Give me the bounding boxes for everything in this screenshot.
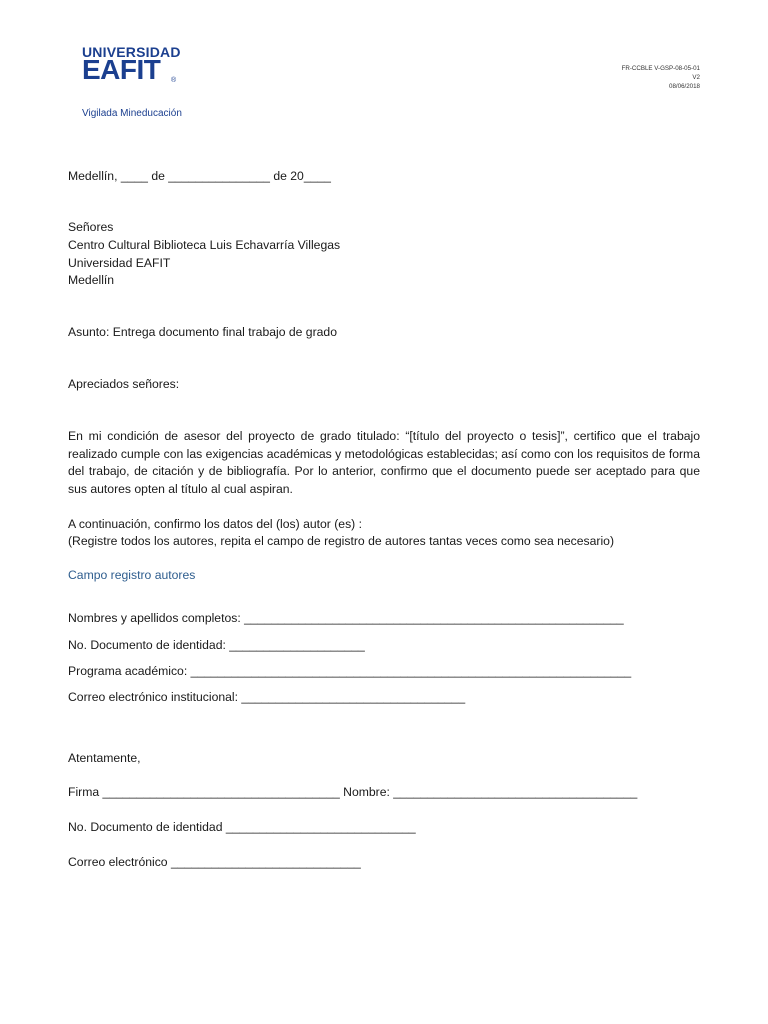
- instruction-line: (Registre todos los autores, repita el campo de registro de autores tantas veces como sea necesario): [68, 534, 615, 548]
- date-line: Medellín, ____ de _______________ de 20____: [68, 169, 331, 183]
- recipient-greeting: Señores: [68, 220, 114, 234]
- author-program-field: Programa académico: _________________________________________________________________: [68, 664, 632, 678]
- document-date: 08/06/2018: [669, 83, 700, 90]
- document-version: V2: [692, 74, 700, 81]
- author-full-name-field: Nombres y apellidos completos: ________________________________________________________: [68, 611, 624, 625]
- confirm-authors-line: A continuación, confirmo los datos del (los) autor (es) :: [68, 517, 362, 531]
- recipient-city: Medellín: [68, 273, 115, 287]
- document-code: FR-CCBLE V-GSP-08-05-01: [621, 65, 700, 72]
- closing: Atentamente,: [68, 751, 141, 765]
- recipient-library: Centro Cultural Biblioteca Luis Echavarría Villegas: [68, 238, 341, 252]
- certification-paragraph: En mi condición de asesor del proyecto de grado titulado: “[título del proyecto o tesis]”, certifico que el trabajo realizado cumple con las exigencias académicas y metodológicas establecidas; así como con los requisitos de forma del trabajo, de citación y de bibliografía. Por lo anterior, confirmo que el documento puede ser aceptado para que sus autores opten al título al cual aspiran.: [68, 429, 700, 496]
- author-id-number-field: No. Documento de identidad: ____________________: [68, 638, 365, 652]
- authors-section-heading: Campo registro autores: [68, 568, 196, 582]
- signer-email-field: Correo electrónico ____________________________: [68, 855, 361, 869]
- logo-university-text: UNIVERSIDAD: [82, 44, 181, 60]
- author-email-field: Correo electrónico institucional: _________________________________: [68, 690, 466, 704]
- document-reference: [622, 64, 700, 91]
- salutation: Apreciados señores:: [68, 377, 180, 391]
- logo-subtitle: Vigilada Mineducación: [82, 108, 182, 119]
- signer-id-number-field: No. Documento de identidad ____________________________: [68, 820, 416, 834]
- subject-line: Asunto: Entrega documento final trabajo de grado: [68, 325, 337, 339]
- logo-eafit-text: EAFIT: [82, 54, 161, 85]
- registered-mark: ®: [171, 77, 177, 84]
- signature-name-field: Firma ___________________________________ Nombre: ____________________________________: [68, 785, 638, 799]
- recipient-university: Universidad EAFIT: [68, 256, 171, 270]
